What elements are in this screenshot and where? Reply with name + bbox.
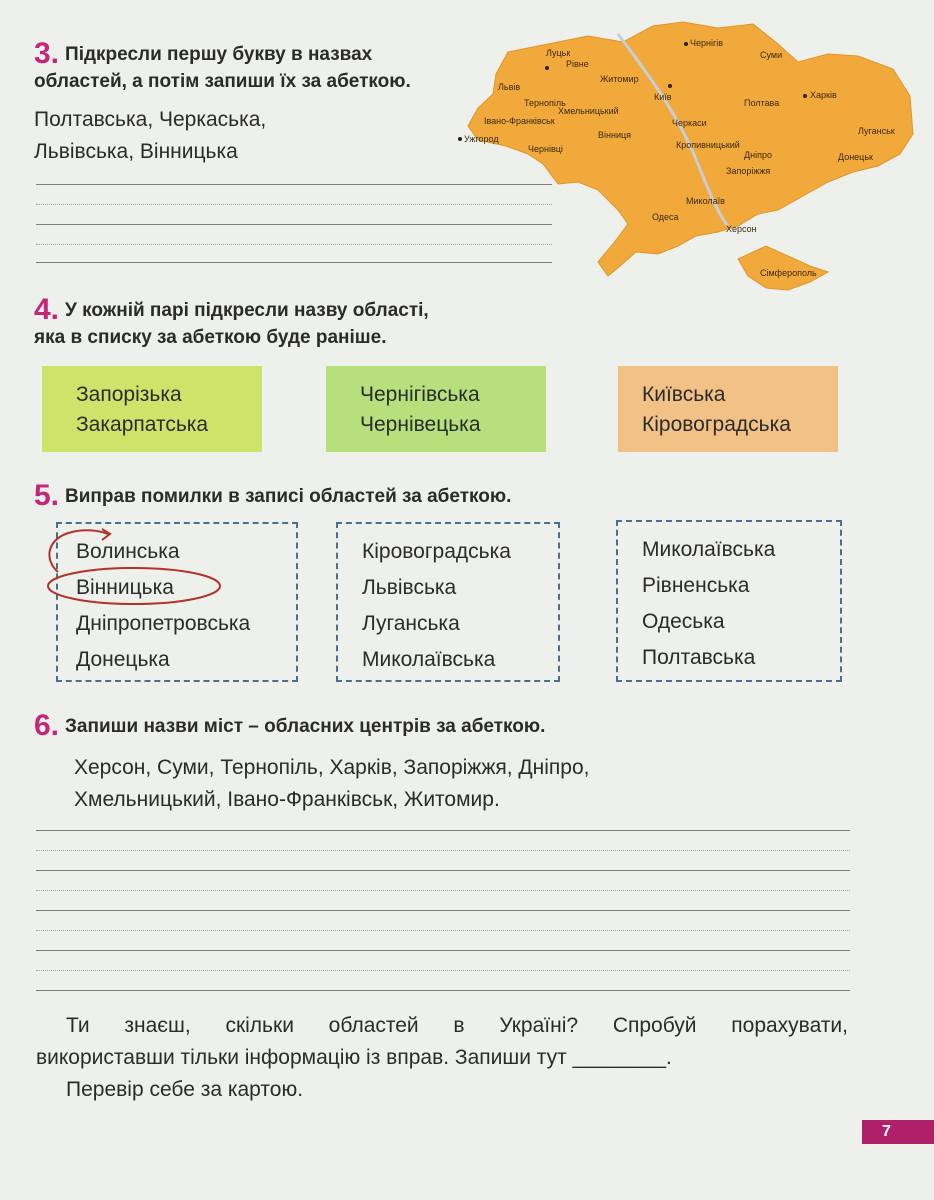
map-label: Одеса <box>652 212 679 222</box>
pair-box-3 <box>618 366 838 452</box>
map-label: Херсон <box>726 224 757 234</box>
task3-text-line1: Полтавська, Черкаська, <box>34 108 267 131</box>
map-city-dot <box>458 137 462 141</box>
task6-writing-line[interactable] <box>36 830 850 831</box>
list-item[interactable]: Миколаївська <box>362 648 496 671</box>
map-label: Ужгород <box>464 134 499 144</box>
task6-title: Запиши назви міст – обласних центрів за абеткою. <box>65 716 546 737</box>
question-line3: Перевір себе за картою. <box>66 1078 304 1101</box>
list-item[interactable]: Рівненська <box>642 574 750 597</box>
map-city-dot <box>803 94 807 98</box>
map-label: Житомир <box>600 74 639 84</box>
list-item[interactable]: Миколаївська <box>642 538 776 561</box>
task6-dotted-line <box>36 970 850 971</box>
task6-writing-line[interactable] <box>36 950 850 951</box>
task6-text-line1: Херсон, Суми, Тернопіль, Харків, Запоріжжя, Дніпро, <box>74 756 590 779</box>
correction-mark <box>36 524 226 614</box>
question-block <box>36 1010 848 1106</box>
map-label: Тернопіль <box>524 98 566 108</box>
task6-writing-line[interactable] <box>36 990 850 991</box>
list-item[interactable]: Львівська <box>362 576 457 599</box>
task6-text <box>74 752 589 816</box>
map-label: Івано-Франківськ <box>484 116 555 126</box>
map-label: Черкаси <box>672 118 707 128</box>
task3-number: 3. <box>34 37 60 70</box>
list-item[interactable]: Кіровоградська <box>362 540 511 563</box>
map-city-dot <box>545 66 549 70</box>
task4-title-line2: яка в списку за абеткою буде раніше. <box>34 327 387 348</box>
list-item[interactable]: Полтавська <box>642 646 756 669</box>
pair-box-2 <box>326 366 546 452</box>
pair-3-option-a[interactable]: Київська <box>642 383 726 406</box>
map-label: Хмельницький <box>558 106 619 116</box>
map-label: Кропивницький <box>676 140 740 150</box>
task6-writing-line[interactable] <box>36 910 850 911</box>
pair-2-option-b[interactable]: Чернівецька <box>360 413 481 436</box>
map-label: Вінниця <box>598 130 631 140</box>
task3-heading <box>34 37 474 95</box>
map-label: Чернівці <box>528 144 563 154</box>
task6-heading <box>34 709 654 742</box>
list-item[interactable]: Дніпропетровська <box>76 612 251 635</box>
list-item[interactable]: Одеська <box>642 610 725 633</box>
task4-title-line1: У кожній парі підкресли назву області, <box>65 300 429 321</box>
region-list-3 <box>616 520 842 682</box>
map-label: Київ <box>654 92 672 102</box>
task4-number: 4. <box>34 293 60 326</box>
task4-heading <box>34 293 534 351</box>
region-list-2 <box>336 522 560 682</box>
list-item[interactable]: Донецька <box>76 648 170 671</box>
map-label: Львів <box>498 82 521 92</box>
pair-2-option-a[interactable]: Чернігівська <box>360 383 480 406</box>
question-line1: Ти знаєш, скільки областей в Україні? Спробуй порахувати, <box>66 1014 848 1037</box>
pair-1-option-a[interactable]: Запорізька <box>76 383 182 406</box>
map-city-dot <box>668 84 672 88</box>
map-label: Дніпро <box>744 150 772 160</box>
map-label: Чернігів <box>690 38 724 48</box>
question-line2: використавши тільки інформацію із вправ. Запиши тут ________. <box>36 1046 672 1069</box>
map-label: Суми <box>760 50 783 60</box>
pair-1-option-b[interactable]: Закарпатська <box>76 413 209 436</box>
task6-dotted-line <box>36 930 850 931</box>
map-label: Запоріжжя <box>726 166 771 176</box>
task5-title: Виправ помилки в записі областей за абеткою. <box>65 486 512 507</box>
map-label: Харків <box>810 90 837 100</box>
ukraine-map <box>448 14 918 294</box>
list-item[interactable]: Вінницька <box>76 576 174 599</box>
task3-text-line2: Львівська, Вінницька <box>34 140 238 163</box>
task6-dotted-line <box>36 890 850 891</box>
task3-text <box>34 104 266 168</box>
task3-title-line2: областей, а потім запиши їх за абеткою. <box>34 71 411 92</box>
task6-number: 6. <box>34 709 60 742</box>
task5-number: 5. <box>34 479 60 512</box>
map-label: Луцьк <box>546 48 571 58</box>
task5-heading <box>34 479 654 512</box>
map-label: Донецьк <box>838 152 873 162</box>
list-item[interactable]: Волинська <box>76 540 180 563</box>
list-item[interactable]: Луганська <box>362 612 460 635</box>
page-number: 7 <box>862 1120 934 1144</box>
pair-3-option-b[interactable]: Кіровоградська <box>642 413 791 436</box>
map-label: Миколаїв <box>686 196 725 206</box>
map-city-dot <box>684 42 688 46</box>
map-label: Полтава <box>744 98 780 108</box>
task6-dotted-line <box>36 850 850 851</box>
pair-box-1 <box>42 366 262 452</box>
task6-writing-line[interactable] <box>36 870 850 871</box>
task6-text-line2: Хмельницький, Івано-Франківськ, Житомир. <box>74 788 500 811</box>
map-label: Сімферополь <box>760 268 817 278</box>
task3-title-line1: Підкресли першу букву в назвах <box>65 44 373 65</box>
map-label: Луганськ <box>858 126 895 136</box>
map-label: Рівне <box>566 59 589 69</box>
